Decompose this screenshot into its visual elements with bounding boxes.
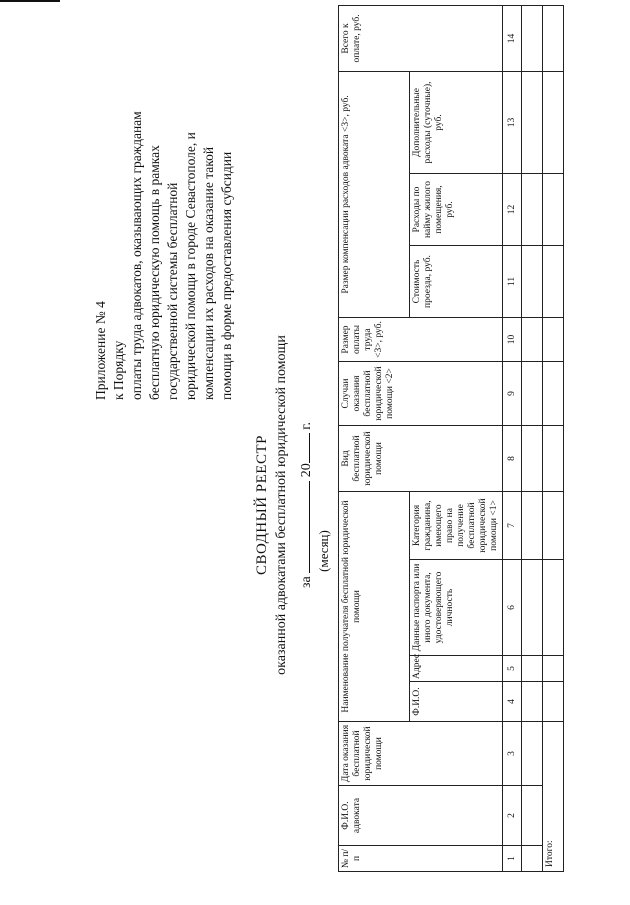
header-group-expenses: Размер компенсации расходов адвоката <3>, руб. [339,71,410,317]
appendix-line-4: бесплатную юридическую помощь в рамках [147,145,162,400]
appendix-block [92,20,236,400]
month-hint: (месяц) [316,530,331,572]
column-number: 2 [503,786,522,846]
year-blank [295,433,310,463]
table-cell [522,362,543,426]
table-cell [543,71,564,173]
table-cell [522,846,543,872]
column-number: 9 [503,362,522,426]
column-number: 13 [503,71,522,173]
table-cell [522,426,543,492]
header-col-11: Стоимость проезда, руб. [410,246,503,318]
table-cell [522,246,543,318]
header-col-1: № п/п [339,846,503,872]
column-number: 14 [503,5,522,71]
table-cell [522,5,543,71]
header-row-1 [339,5,410,871]
table-cell [543,362,564,426]
appendix-line-8: помощи в форме предоставления субсидии [219,151,234,400]
table-cell [522,722,543,786]
column-number: 6 [503,560,522,656]
table-cell [522,786,543,846]
appendix-line-5: государственной системы бесплатной [165,182,180,400]
column-number: 10 [503,318,522,362]
table-cell [543,174,564,246]
header-group-recipient: Наименование получателя бесплатной юридической помощи [339,492,410,722]
header-col-12: Расходы по найму жилого помещения, руб. [410,174,503,246]
table-cell [522,656,543,682]
appendix-line-1: Приложение № 4 [93,301,108,400]
appendix-line-2: к Порядку [111,340,126,400]
column-number: 7 [503,492,522,560]
column-number: 4 [503,682,522,722]
empty-data-row [522,5,543,871]
table-cell [543,318,564,362]
register-table [338,5,564,872]
header-col-13: Дополнительные расходы (суточные), руб. [410,71,503,173]
document-title: СВОДНЫЙ РЕЕСТР [254,435,270,576]
column-number: 11 [503,246,522,318]
header-col-9: Случаи оказания бесплатной юридической помощи <2> [339,362,503,426]
period-suffix: г. [299,422,314,430]
column-number: 12 [503,174,522,246]
header-col-4: Ф.И.О. [410,682,503,722]
header-col-14: Всего к оплате, руб. [339,5,503,71]
appendix-line-6: юридической помощи в городе Севастополе, и [183,132,198,400]
document-subtitle: оказанной адвокатами бесплатной юридической помощи [274,335,289,675]
column-number: 1 [503,846,522,872]
column-number: 5 [503,656,522,682]
table-cell [543,682,564,722]
appendix-line-7: компенсации их расходов на оказание такой [201,146,216,400]
period-line [295,245,316,765]
column-numbers-row [503,5,522,871]
table-cell [543,656,564,682]
table-cell [543,492,564,560]
period-prefix: за [299,576,314,588]
table-cell [522,318,543,362]
total-row [543,5,564,871]
appendix-line-3: оплаты труда адвокатов, оказывающих гражданам [129,111,144,400]
header-col-8: Вид бесплатной юридической помощи [339,426,503,492]
table-cell [543,5,564,71]
table-cell [522,682,543,722]
header-col-6: Данные паспорта или иного документа, удостоверяющего личность [410,560,503,656]
year-prefix: 20 [299,463,314,478]
table-cell [543,246,564,318]
title-block [252,245,332,765]
table-cell [522,492,543,560]
header-col-7: Категория гражданина, имеющего право на получение бесплатной юридической помощи <1> [410,492,503,560]
table-cell [543,560,564,656]
column-number: 8 [503,426,522,492]
month-blank [295,481,310,573]
header-col-5: Адрес [410,656,503,682]
table-cell [522,174,543,246]
table-cell [543,426,564,492]
column-number: 3 [503,722,522,786]
header-col-10: Размер оплаты труда <3>, руб. [339,318,503,362]
table-cell [522,71,543,173]
total-label: Итого: [543,722,564,872]
header-col-3: Дата оказания бесплатной юридической помощи [339,722,503,786]
header-col-2: Ф.И.О. адвоката [339,786,503,846]
table-cell [522,560,543,656]
